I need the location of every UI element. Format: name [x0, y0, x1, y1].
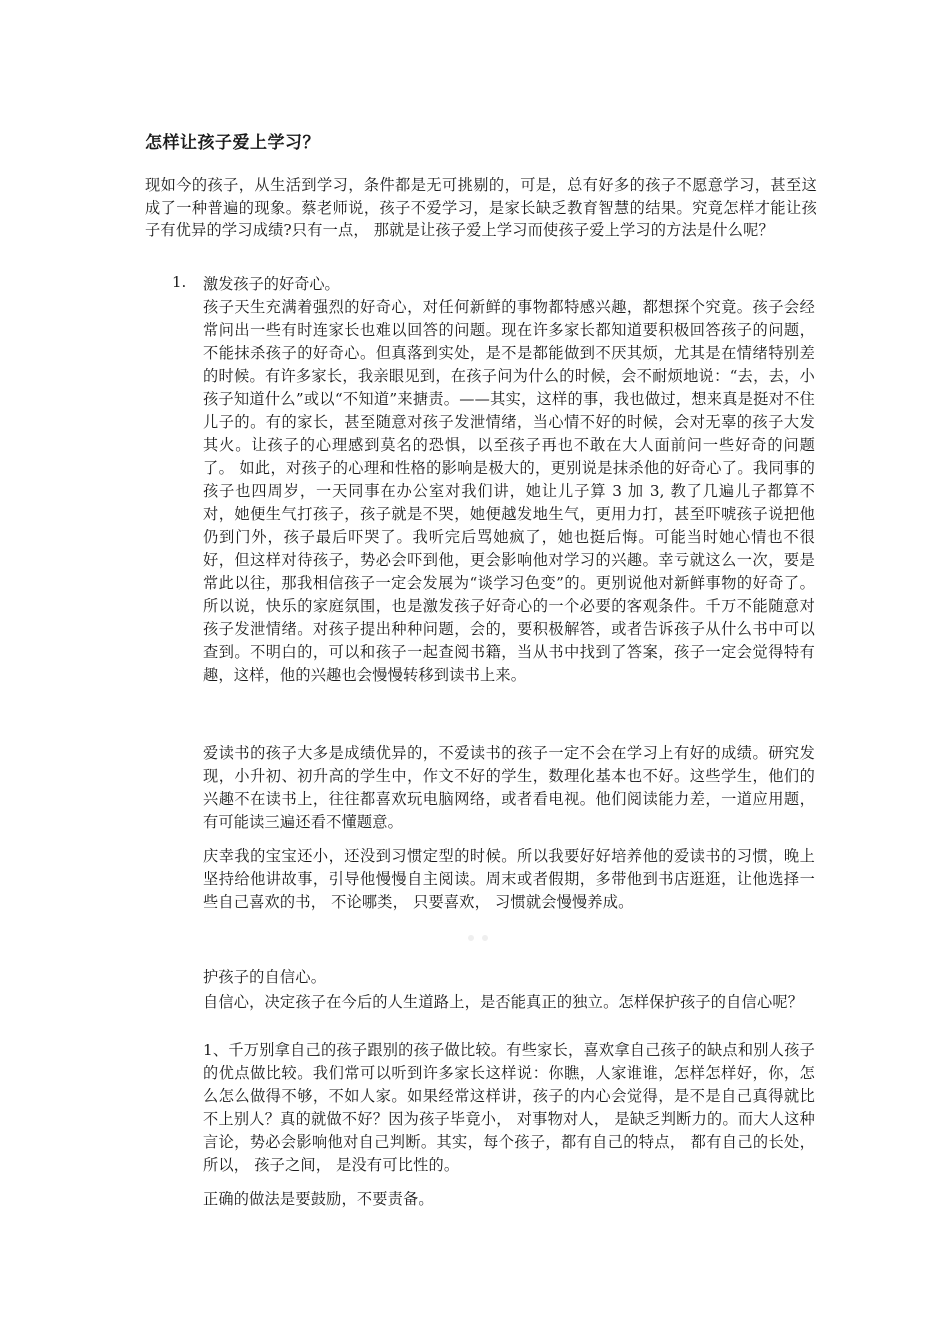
paragraph-encourage: 正确的做法是要鼓励，不要责备。: [203, 1190, 434, 1208]
list-item-number: 1.: [172, 273, 187, 291]
paragraph-curiosity: 孩子天生充满着强烈的好奇心，对任何新鲜的事物都特感兴趣，都想探个究竟。孩子会经常问出一些有时连家长也难以回答的问题。现在许多家长都知道要积极回答孩子的问题，不能抹杀孩子的好奇心。但真落到实处，是不是都能做到不厌其烦，尤其是在情绪特别差的时候。有许多家长，我亲眼见到，在孩子问为什么的时候，会不耐烦地说：“去，去，小孩子知道什么”或以“不知道”来搪责。——其实，这样的事，我也做过，想来真是挺对不住儿子的。有的家长，甚至随意对孩子发泄情绪，当心情不好的时候，会对无辜的孩子大发其火。让孩子的心理感到莫名的恐惧，以至孩子再也不敢在大人面前问一些好奇的问题了。 如此，对孩子的心理和性格的影响是极大的，更别说是抹杀他的好奇心了。我同事的孩子也四周岁，一天同事在办公室对我们讲，她让儿子算 3 加 3, 教了几遍儿子都算不对，她便生气打孩子，孩子就是不哭，她便越发地生气，更用力打，甚至吓唬孩子说把他仍到门外，孩子最后吓哭了。我听完后骂她疯了，她也挺后悔。可能当时她心情也不很好，但这样对待孩子，势必会吓到他，更会影响他对学习的兴趣。幸亏就这么一次，要是常此以往，那我相信孩子一定会发展为“谈学习色变”的。更别说他对新鲜事物的好奇了。所以说，快乐的家庭氛围，也是激发孩子好奇心的一个必要的客观条件。千万不能随意对孩子发泄情绪。对孩子提出种种问题，会的，要积极解答，或者告诉孩子从什么书中可以查到。不明白的，可以和孩子一起查阅书籍，当从书中找到了答案，孩子一定会觉得特有趣，这样，他的兴趣也会慢慢转移到读书上来。: [203, 298, 815, 684]
paragraph-reading: 爱读书的孩子大多是成绩优异的，不爱读书的孩子一定不会在学习上有好的成绩。研究发现，小升初、初升高的学生中，作文不好的学生，数理化基本也不好。这些学生，他们的兴趣不在读书上，往往都喜欢玩电脑网络，或者看电视。他们阅读能力差，一道应用题，有可能读三遍还看不懂题意。: [203, 744, 815, 831]
paragraph-confidence: 自信心，决定孩子在今后的人生道路上，是否能真正的独立。怎样保护孩子的自信心呢？: [203, 993, 804, 1011]
paragraph-reading-habit: 庆幸我的宝宝还小，还没到习惯定型的时候。所以我要好好培养他的爱读书的习惯，晚上坚持给他讲故事，引导他慢慢自主阅读。周末或者假期，多带他到书店逛逛，让他选择一些自己喜欢的书， 不论哪类， 只要喜欢， 习惯就会慢慢养成。: [203, 847, 815, 911]
section-2-heading: 护孩子的自信心。: [203, 968, 327, 986]
faint-watermark: [468, 926, 506, 934]
paragraph-comparison: 1、千万别拿自己的孩子跟别的孩子做比较。有些家长，喜欢拿自己孩子的缺点和别人孩子的优点做比较。我们常可以听到许多家长这样说：你瞧，人家谁谁，怎样怎样好，你，怎么怎么做得不够，不如人家。如果经常这样讲，孩子的内心会觉得，是不是自己真得就比不上别人？真的就做不好？因为孩子毕竟小， 对事物对人， 是缺乏判断力的。而大人这种言论，势必会影响他对自己判断。其实，每个孩子，都有自己的特点， 都有自己的长处， 所以， 孩子之间， 是没有可比性的。: [203, 1041, 815, 1174]
intro-paragraph: 现如今的孩子，从生活到学习，条件都是无可挑剔的，可是，总有好多的孩子不愿意学习，甚至这成了一种普遍的现象。蔡老师说，孩子不爱学习，是家长缺乏教育智慧的结果。究竟怎样才能让孩子有优异的学习成绩?只有一点， 那就是让孩子爱上学习而使孩子爱上学习的方法是什么呢？: [145, 176, 817, 239]
document-title: 怎样让孩子爱上学习？: [145, 133, 320, 153]
list-item-heading: 激发孩子的好奇心。: [203, 275, 340, 293]
